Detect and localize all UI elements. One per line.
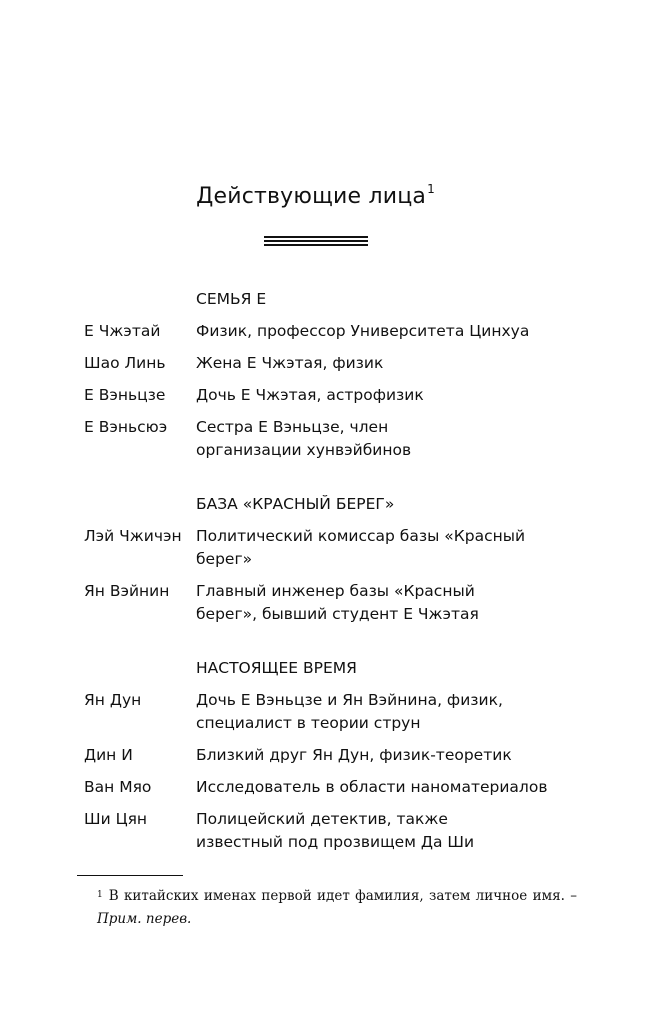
character-name: Дин И	[84, 746, 133, 764]
character-name: Лэй Чжичэн	[84, 527, 182, 545]
character-name: Е Вэньцзе	[84, 386, 166, 404]
character-row	[84, 320, 564, 343]
footnote-body	[77, 885, 577, 931]
character-description: Политический комиссар базы «Красный берег»	[196, 527, 526, 568]
character-row	[84, 580, 564, 626]
section-heading: НАСТОЯЩЕЕ ВРЕМЯ	[196, 659, 357, 677]
section-heading: БАЗА «КРАСНЫЙ БЕРЕГ»	[196, 495, 395, 513]
character-row	[84, 744, 564, 767]
section-spacer	[84, 471, 564, 493]
footnote	[77, 885, 577, 931]
page-title	[0, 184, 661, 209]
page-title-text: Действующие лица	[196, 184, 427, 209]
ornament-line	[264, 236, 368, 238]
character-name: Ян Дун	[84, 691, 142, 709]
character-name: Ван Мяо	[84, 778, 152, 796]
character-row	[84, 525, 564, 571]
character-row	[84, 384, 564, 407]
character-description: Исследователь в области наноматериалов	[196, 778, 548, 796]
footnote-reference: 1	[427, 182, 435, 196]
character-description: Жена Е Чжэтая, физик	[196, 354, 384, 372]
footnote-divider	[77, 875, 183, 876]
character-name: Ян Вэйнин	[84, 582, 170, 600]
character-description: Главный инженер базы «Красный берег», бывший студент Е Чжэтая	[196, 582, 479, 623]
character-description: Полицейский детектив, также известный под прозвищем Да Ши	[196, 810, 475, 851]
character-description: Физик, профессор Университета Цинхуа	[196, 322, 530, 340]
footnote-marker: 1	[97, 890, 103, 900]
footnote-translator-note: Прим. перев.	[97, 911, 192, 927]
character-description: Близкий друг Ян Дун, физик-теоретик	[196, 746, 512, 764]
character-row	[84, 808, 564, 854]
title-ornament	[264, 236, 368, 248]
character-row	[84, 776, 564, 799]
character-description: Дочь Е Вэньцзе и Ян Вэйнина, физик, специалист в теории струн	[196, 691, 503, 732]
character-description: Сестра Е Вэньцзе, член организации хунвэйбинов	[196, 418, 412, 459]
characters-list	[84, 288, 564, 863]
footnote-text: В китайских именах первой идет фамилия, затем личное имя. –	[108, 888, 577, 904]
character-row	[84, 416, 564, 462]
ornament-line	[264, 244, 368, 246]
character-name: Е Вэньсюэ	[84, 418, 168, 436]
character-description: Дочь Е Чжэтая, астрофизик	[196, 386, 424, 404]
character-name: Ши Цян	[84, 810, 148, 828]
character-row	[84, 689, 564, 735]
section-spacer	[84, 635, 564, 657]
ornament-line	[264, 240, 368, 242]
character-name: Е Чжэтай	[84, 322, 161, 340]
character-name: Шао Линь	[84, 354, 166, 372]
section-heading: СЕМЬЯ Е	[196, 290, 267, 308]
character-row	[84, 352, 564, 375]
